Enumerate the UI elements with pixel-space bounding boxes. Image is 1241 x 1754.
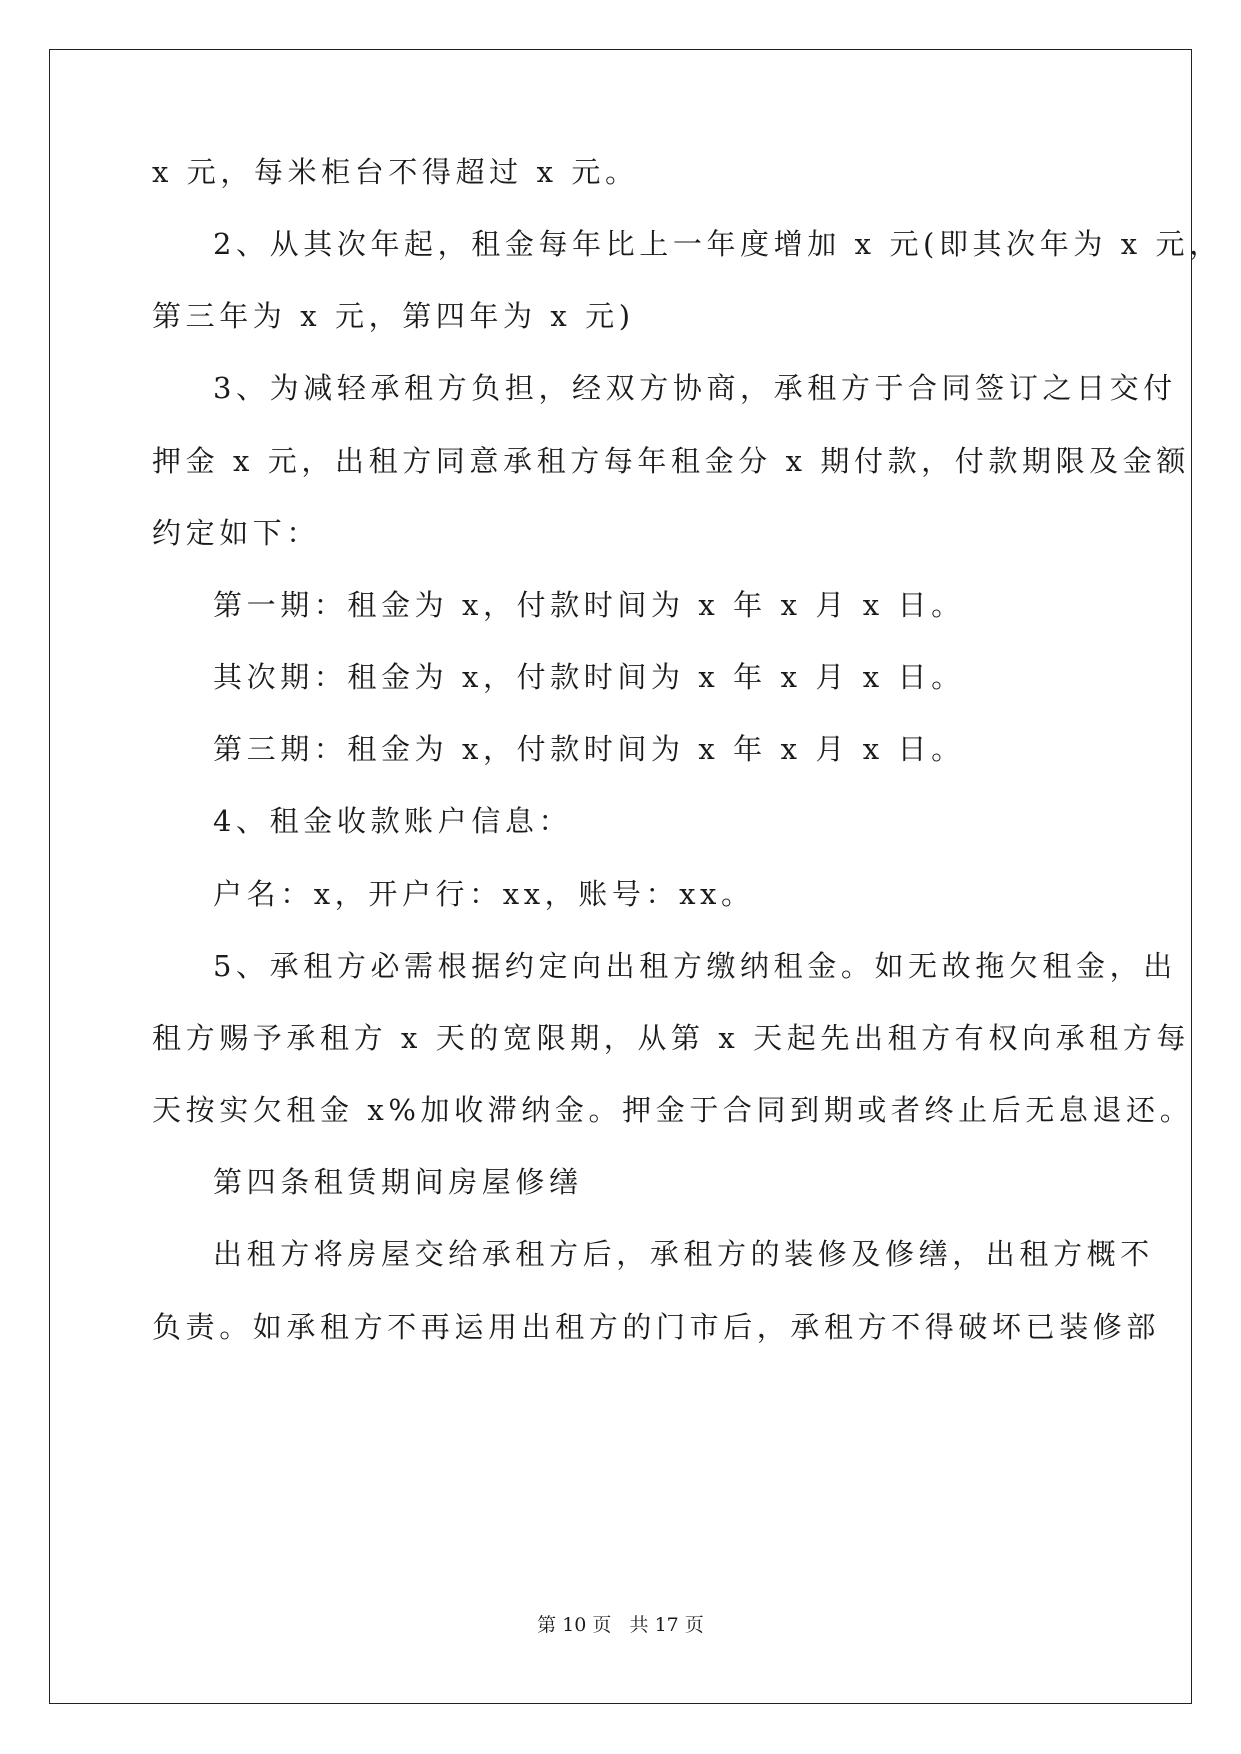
section-heading: 第四条租赁期间房屋修缮 <box>213 1165 583 1199</box>
page-number-footer: 第 10 页 共 17 页 <box>537 1614 704 1636</box>
text-line-7: 第一期：租金为 x，付款时间为 x 年 x 月 x 日。 <box>213 588 965 622</box>
text-line-4: 3、为减轻承租方负担，经双方协商，承租方于合同签订之日交付 <box>213 371 1177 405</box>
text-line-17: 负责。如承租方不再运用出租方的门市后，承租方不得破坏已装修部 <box>152 1310 1161 1344</box>
text-line-13: 租方赐予承租方 x 天的宽限期，从第 x 天起先出租方有权向承租方每 <box>152 1021 1190 1055</box>
text-line-11: 户名：x，开户行：xx，账号：xx。 <box>213 877 755 911</box>
text-line-2: 2、从其次年起，租金每年比上一年度增加 x 元(即其次年为 x 元， <box>213 227 1223 261</box>
text-line-10: 4、租金收款账户信息： <box>213 804 573 838</box>
text-line-16: 出租方将房屋交给承租方后，承租方的装修及修缮，出租方概不 <box>213 1237 1154 1271</box>
text-line-12: 5、承租方必需根据约定向出租方缴纳租金。如无故拖欠租金，出 <box>213 949 1177 983</box>
text-line-9: 第三期：租金为 x，付款时间为 x 年 x 月 x 日。 <box>213 732 965 766</box>
text-line-5: 押金 x 元，出租方同意承租方每年租金分 x 期付款，付款期限及金额 <box>152 444 1190 478</box>
text-line-14: 天按实欠租金 x%加收滞纳金。押金于合同到期或者终止后无息退还。 <box>152 1093 1194 1127</box>
text-line-3: 第三年为 x 元，第四年为 x 元) <box>152 299 635 333</box>
text-line-8: 其次期：租金为 x，付款时间为 x 年 x 月 x 日。 <box>213 660 965 694</box>
text-line-6: 约定如下： <box>152 516 321 550</box>
text-line-1: x 元，每米柜台不得超过 x 元。 <box>152 155 639 189</box>
